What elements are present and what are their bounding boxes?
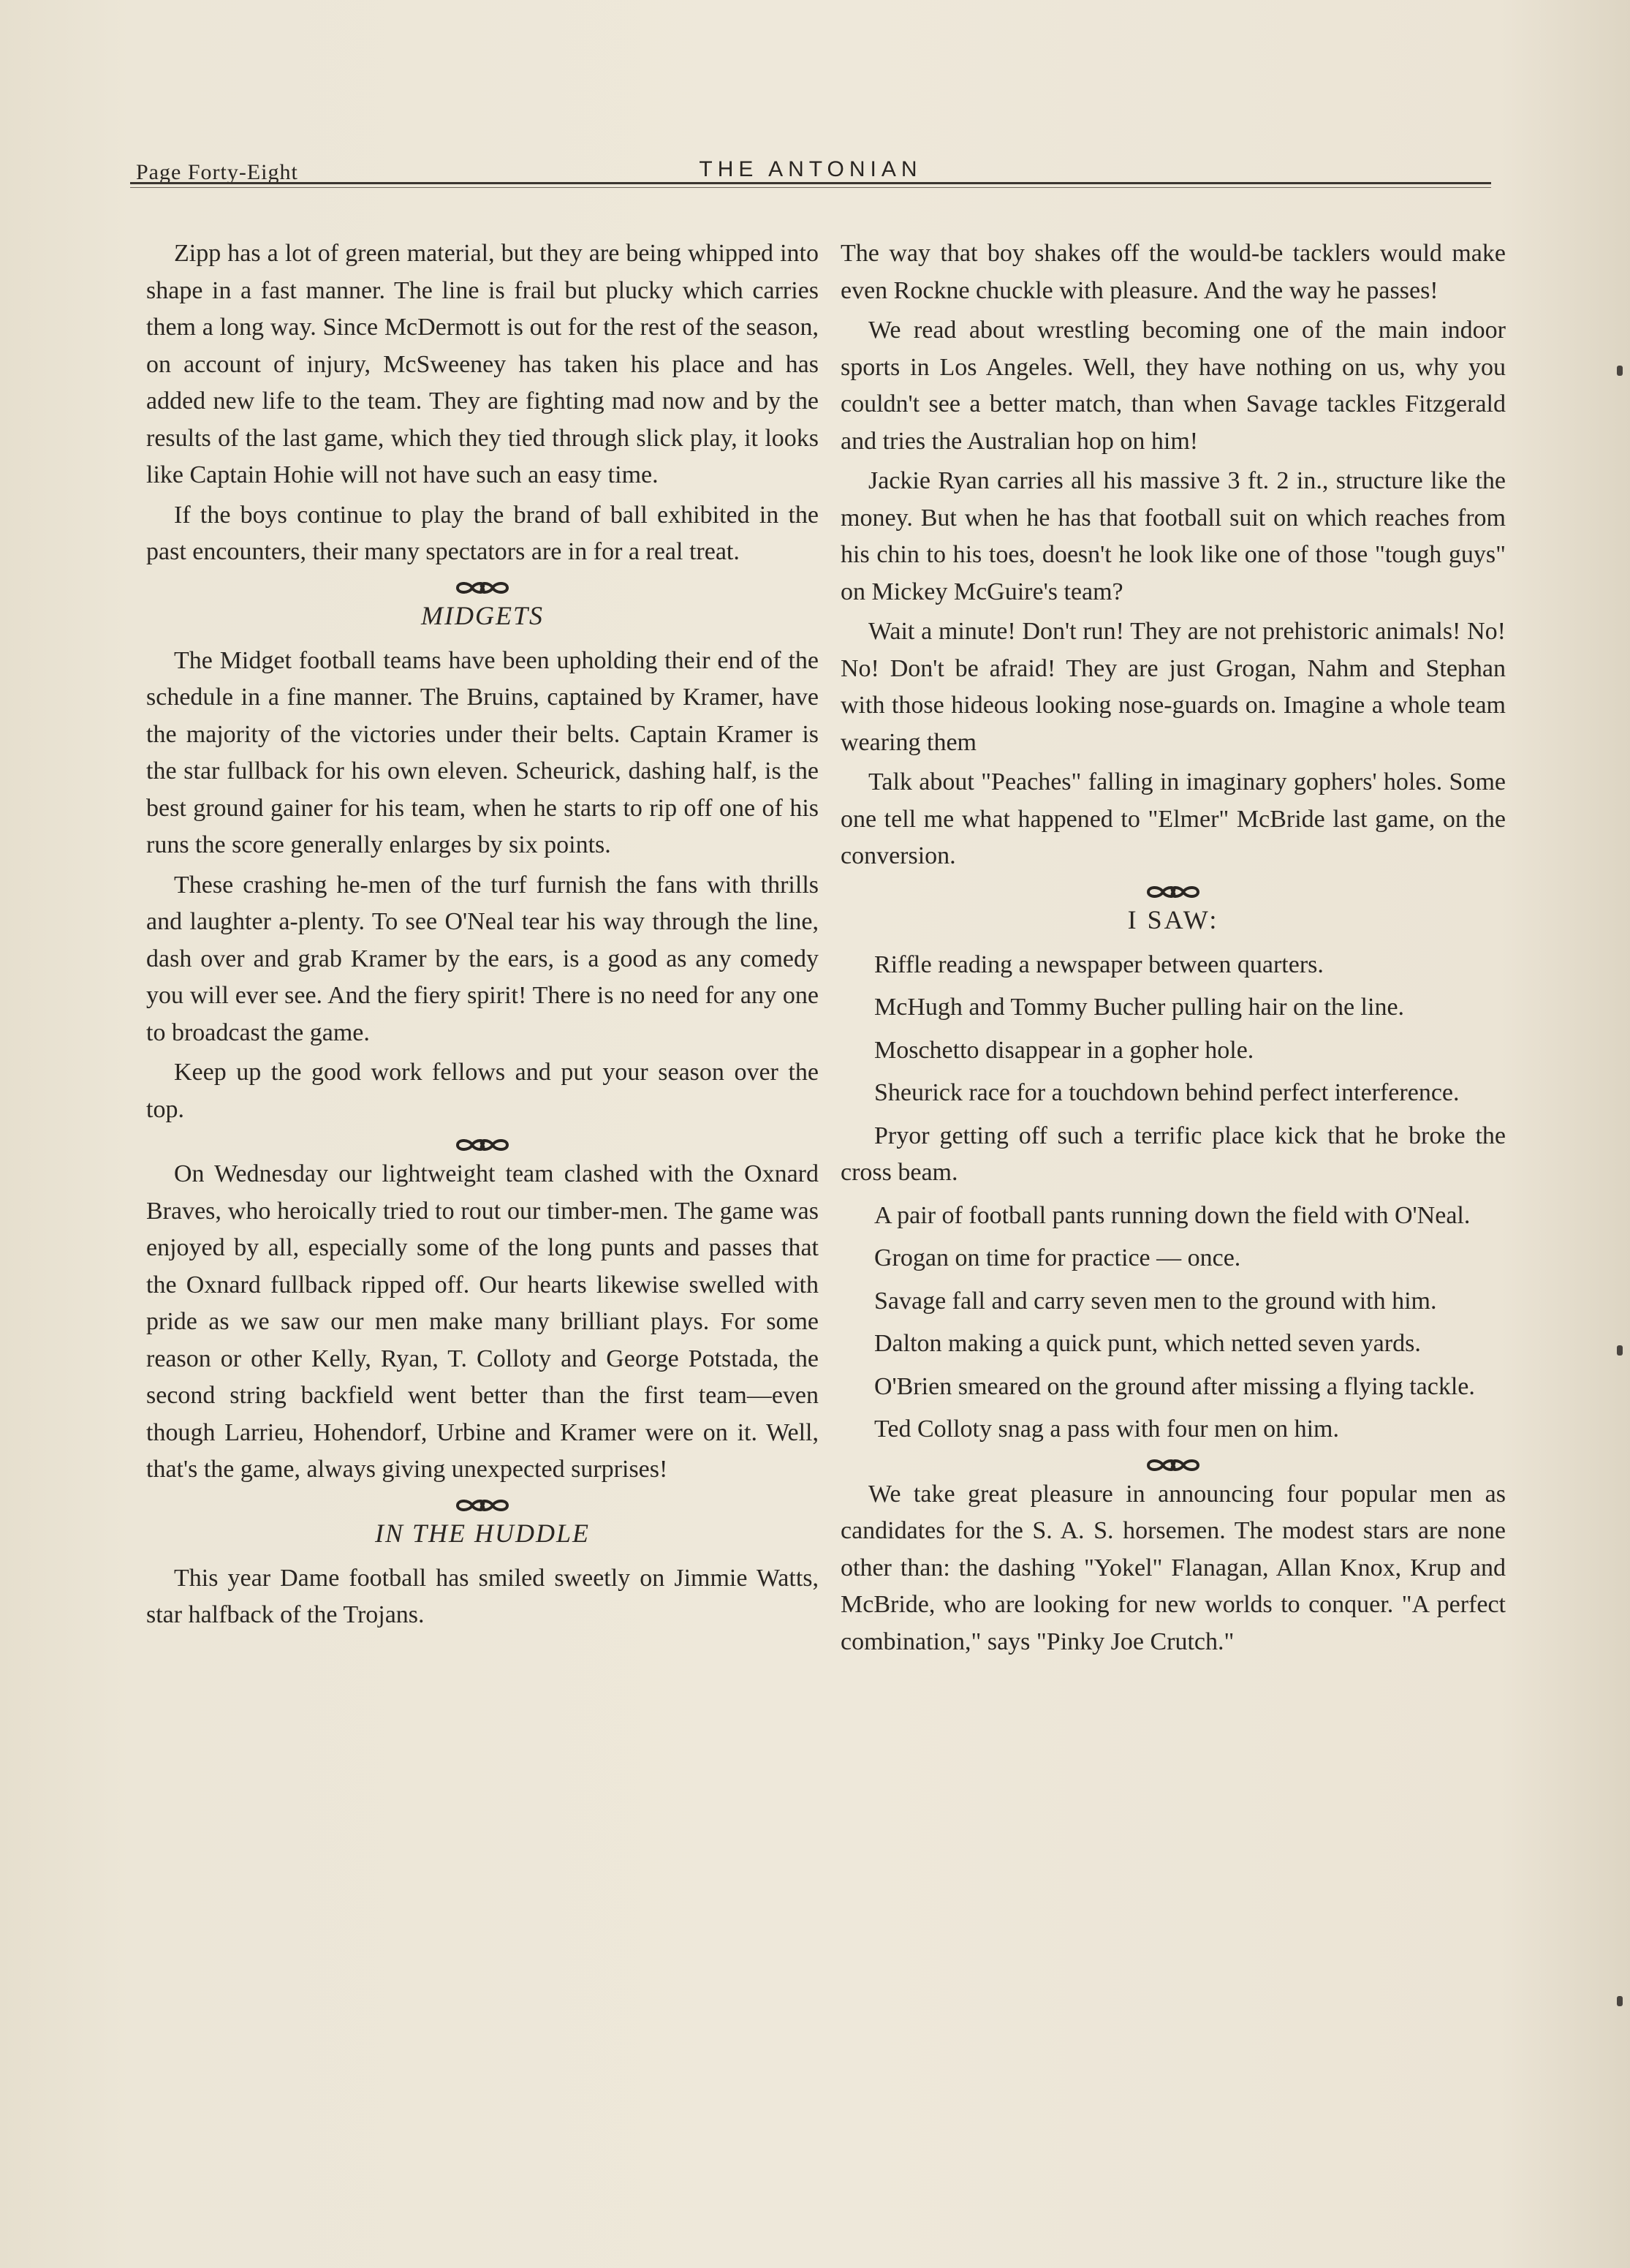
list-item: Pryor getting off such a terrific place kick that he broke the cross beam.	[841, 1122, 1506, 1186]
binding-clip	[1617, 366, 1623, 376]
article-paragraph: This year Dame football has smiled sweetly on Jimmie Watts, star halfback of the Trojans.	[146, 1564, 819, 1628]
article-paragraph: On Wednesday our lightweight team clashed with the Oxnard Braves, who heroically tried to rout our timber-men. The game was enjoyed by all, especially some of the long punts and passes that the Oxnard fullback ripped off. Our hearts likewise swelled with pride as we saw our men make many brilliant plays. For some reason or other Kelly, Ryan, T. Colloty and George Potstada, the second string backfield went better than the first team—even though Larrieu, Hohendorf, Urbine and Kramer were on it. Well, that's the game, always giving unexpected surprises!	[146, 1160, 819, 1483]
ornament-icon	[1144, 882, 1202, 901]
page-number: Page Forty-Eight	[136, 160, 298, 184]
list-item: Grogan on time for practice — once.	[874, 1244, 1241, 1271]
left-column	[146, 235, 819, 1637]
article-paragraph: The way that boy shakes off the would-be tacklers would make even Rockne chuckle with pleasure. And the way he passes!	[841, 240, 1506, 304]
list-item: Ted Colloty snag a pass with four men on him.	[874, 1415, 1339, 1443]
section-heading-huddle: IN THE HUDDLE	[374, 1518, 590, 1548]
article-paragraph: Wait a minute! Don't run! They are not prehistoric animals! No! No! Don't be afraid! They are just Grogan, Nahm and Stephan with those hideous looking nose-guards on. Imagine a whole team wearing them	[841, 618, 1506, 756]
article-paragraph: Zipp has a lot of green material, but they are being whipped into shape in a fast manner. The line is frail but plucky which carries them a long way. Since McDermott is out for the rest of the season, on account of injury, McSweeney has taken his place and has added new life to the team. They are fighting mad now and by the results of the last game, which they tied through slick play, it looks like Captain Hohie will not have such an easy time.	[146, 240, 819, 488]
article-paragraph: The Midget football teams have been upholding their end of the schedule in a fine manner. The Bruins, captained by Kramer, have the majority of the victories under their belts. Captain Kramer is the star fullback for his own eleven. Scheurick, dashing half, is the best ground gainer for his team, when he starts to rip off one of his runs the score generally enlarges by six points.	[146, 646, 819, 858]
ornament-icon	[453, 1496, 512, 1515]
header-rule-thin	[130, 187, 1491, 188]
article-paragraph: If the boys continue to play the brand of ball exhibited in the past encounters, their many spectators are in for a real treat.	[146, 501, 819, 565]
list-item: O'Brien smeared on the ground after missing a flying tackle.	[874, 1372, 1475, 1400]
ornament-icon	[453, 1135, 512, 1154]
list-item: A pair of football pants running down the field with O'Neal.	[874, 1201, 1471, 1229]
section-heading-midgets: MIDGETS	[421, 600, 544, 630]
section-heading-i-saw: I SAW:	[1127, 904, 1219, 934]
list-item: Moschetto disappear in a gopher hole.	[874, 1036, 1254, 1064]
header-rule	[130, 182, 1491, 184]
list-item: Savage fall and carry seven men to the ground with him.	[874, 1287, 1437, 1315]
list-item: Sheurick race for a touchdown behind perfect interference.	[874, 1079, 1460, 1106]
article-paragraph: Keep up the good work fellows and put your season over the top.	[146, 1059, 819, 1123]
list-item: McHugh and Tommy Bucher pulling hair on the line.	[874, 994, 1405, 1021]
article-paragraph: Talk about "Peaches" falling in imaginary gophers' holes. Some one tell me what happened to "Elmer" McBride last game, on the conversion.	[841, 768, 1506, 869]
binding-clip	[1617, 1345, 1623, 1356]
article-paragraph: These crashing he-men of the turf furnish the fans with thrills and laughter a-plenty. To see O'Neal tear his way through the line, dash over and grab Kramer by the ears, is a good as any comedy you will ever see. And the fiery spirit! There is no need for any one to broadcast the game.	[146, 871, 819, 1046]
ornament-icon	[1144, 1456, 1202, 1475]
article-paragraph: Jackie Ryan carries all his massive 3 ft. 2 in., structure like the money. But when he has that football suit on which reaches from his chin to his toes, doesn't he look like one of those "tough guys" on Mickey McGuire's team?	[841, 467, 1506, 605]
ornament-icon	[453, 578, 512, 597]
article-paragraph: We take great pleasure in announcing four popular men as candidates for the S. A. S. horsemen. The modest stars are none other than: the dashing "Yokel" Flanagan, Allan Knox, Krup and McBride, who are looking for new worlds to conquer. "A perfect combination," says "Pinky Joe Crutch."	[841, 1480, 1506, 1655]
list-item: Riffle reading a newspaper between quarters.	[874, 950, 1324, 978]
article-paragraph: We read about wrestling becoming one of the main indoor sports in Los Angeles. Well, they have nothing on us, why you couldn't see a better match, than when Savage tackles Fitzgerald and tries the Australian hop on him!	[841, 317, 1506, 455]
journal-title: THE ANTONIAN	[699, 157, 922, 181]
right-column	[841, 235, 1506, 1663]
binding-clip	[1617, 1996, 1623, 2006]
list-item: Dalton making a quick punt, which netted seven yards.	[874, 1330, 1421, 1357]
